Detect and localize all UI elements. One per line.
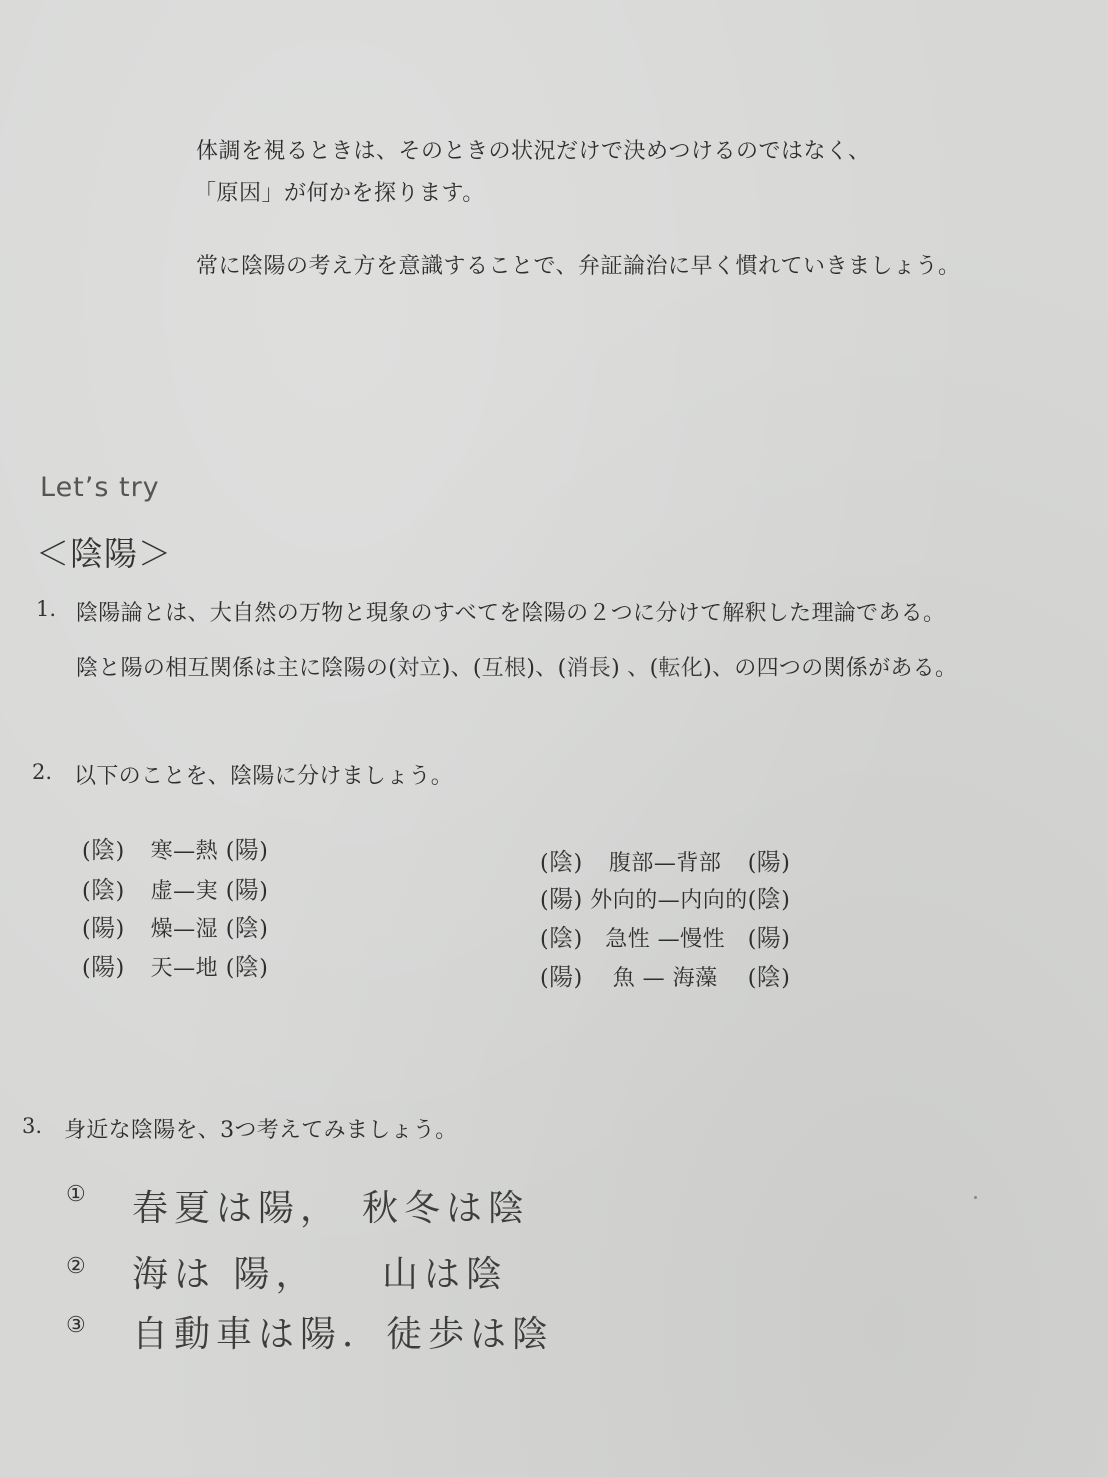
intro-line-3: 常に陰陽の考え方を意識することで、弁証論治に早く慣れていきましょう。: [196, 254, 961, 279]
pair-right-3-a-text: 陰: [549, 924, 574, 952]
answer-3-1-mark: ①: [66, 1182, 86, 1207]
pair-row-right-2: [540, 879, 790, 914]
pair-left-3-a-text: 陽: [91, 914, 116, 942]
answer-3-2-second[interactable]: 山は陰: [382, 1254, 509, 1295]
question-2-text: 以下のことを、陰陽に分けましょう。: [74, 764, 454, 789]
pair-left-1-a-text: 陰: [91, 836, 116, 864]
section-title: ＜陰陽＞: [36, 534, 172, 573]
answer-3-3-first[interactable]: 自動車は陽．: [132, 1314, 385, 1355]
pair-left-1-b-text: 陽: [234, 836, 260, 864]
question-1-blank-3[interactable]: (消長): [557, 656, 620, 681]
answer-3-2-first[interactable]: 海は 陽，: [132, 1254, 318, 1295]
question-2-number: 2.: [32, 760, 53, 784]
pair-right-2-a-text: 陽: [549, 885, 574, 913]
pair-left-3-terms: 燥—湿: [150, 917, 219, 942]
pair-right-2-answer-a[interactable]: (陽): [540, 885, 583, 913]
answer-1-4: 転化: [658, 656, 704, 681]
question-1-line-2-suffix: 、の四つの関係がある。: [711, 656, 958, 681]
pair-right-1-answer-b[interactable]: (陽): [747, 848, 791, 876]
answer-3-2-row: [66, 1254, 86, 1279]
pair-left-4-a-text: 陽: [91, 953, 116, 981]
pair-right-4-answer-b[interactable]: (陰): [747, 963, 791, 991]
pair-right-2-terms: 外向的—内向的: [590, 888, 748, 913]
intro-line-1: 体調を視るときは、そのときの状況だけで決めつけるのではなく、: [196, 139, 871, 164]
answer-3-1-second[interactable]: 秋冬は陰: [362, 1188, 531, 1229]
question-1-line-2: 陰と陽の相互関係は主に陰陽の(対立)、(互根)、(消長) 、(転化)、の四つの関係がある。: [76, 656, 958, 681]
pair-row-left-2: [82, 870, 268, 905]
pair-left-4-b-text: 陰: [234, 953, 260, 981]
answer-3-3-row: [66, 1313, 86, 1338]
question-1-number: 1.: [36, 597, 57, 621]
pair-left-2-answer-b[interactable]: (陽): [225, 876, 269, 904]
intro-line-2: 「原因」が何かを探ります。: [194, 181, 485, 206]
pair-row-right-4: [540, 957, 790, 992]
answer-3-1-row: [66, 1182, 86, 1207]
lets-try-heading: Let’s try: [40, 472, 160, 503]
pair-right-4-terms: 魚 — 海藻: [612, 966, 718, 991]
answer-3-1-first[interactable]: 春夏は陽，: [132, 1188, 343, 1229]
pair-left-4-answer-b[interactable]: (陰): [225, 953, 269, 981]
pair-left-2-terms: 虚—実: [150, 879, 219, 904]
pair-right-3-answer-b[interactable]: (陽): [747, 924, 791, 952]
pair-row-right-3: [540, 918, 790, 953]
pair-left-3-b-text: 陰: [234, 914, 260, 942]
pair-right-1-terms: 腹部—背部: [608, 851, 722, 876]
question-1-line-1: 陰陽論とは、大自然の万物と現象のすべてを陰陽の２つに分けて解釈した理論である。: [76, 601, 946, 626]
pair-right-4-a-text: 陽: [549, 963, 574, 991]
pair-right-2-b-text: 陰: [756, 885, 782, 913]
answer-3-3-mark: ③: [66, 1313, 86, 1338]
pair-left-3-answer-b[interactable]: (陰): [225, 914, 269, 942]
pair-left-1-answer-a[interactable]: (陰): [82, 836, 125, 864]
pair-right-3-terms: 急性 —慢性: [605, 927, 726, 952]
question-3-text: 身近な陰陽を、3つ考えてみましょう。: [64, 1118, 458, 1143]
pair-right-1-b-text: 陽: [756, 848, 782, 876]
pair-right-4-answer-a[interactable]: (陽): [540, 963, 583, 991]
pair-left-4-answer-a[interactable]: (陽): [82, 953, 125, 981]
answer-3-2-mark: ②: [66, 1254, 86, 1279]
question-1-blank-4[interactable]: (転化): [649, 656, 712, 681]
answer-1-2: 互根: [481, 656, 527, 681]
pair-left-2-answer-a[interactable]: (陰): [82, 876, 125, 904]
pair-row-left-4: [82, 947, 268, 982]
question-1-line-2-prefix: 陰と陽の相互関係は主に陰陽の: [76, 656, 389, 681]
answer-3-3-second[interactable]: 徒歩は陰: [386, 1314, 555, 1355]
question-3-number: 3.: [22, 1114, 43, 1138]
answer-1-3: 消長: [566, 656, 612, 681]
pair-right-3-b-text: 陽: [756, 924, 782, 952]
pair-left-1-answer-b[interactable]: (陽): [225, 836, 269, 864]
pair-left-1-terms: 寒—熱: [150, 839, 219, 864]
pair-right-4-b-text: 陰: [756, 963, 782, 991]
pair-left-3-answer-a[interactable]: (陽): [82, 914, 125, 942]
pair-right-3-answer-a[interactable]: (陰): [540, 924, 583, 952]
question-1-blank-1[interactable]: (対立): [388, 656, 451, 681]
pair-right-2-answer-b[interactable]: (陰): [747, 885, 791, 913]
pair-right-1-a-text: 陰: [549, 848, 574, 876]
pair-right-1-answer-a[interactable]: (陰): [540, 848, 583, 876]
pair-row-right-1: [540, 842, 790, 877]
pair-row-left-1: [82, 830, 268, 865]
question-1-blank-2[interactable]: (互根): [472, 656, 536, 681]
pair-left-2-b-text: 陽: [234, 876, 260, 904]
pair-left-2-a-text: 陰: [91, 876, 116, 904]
answer-1-1: 対立: [397, 656, 442, 681]
pair-row-left-3: [82, 908, 268, 943]
pair-left-4-terms: 天—地: [150, 956, 219, 981]
paper-speck: [974, 1196, 977, 1199]
